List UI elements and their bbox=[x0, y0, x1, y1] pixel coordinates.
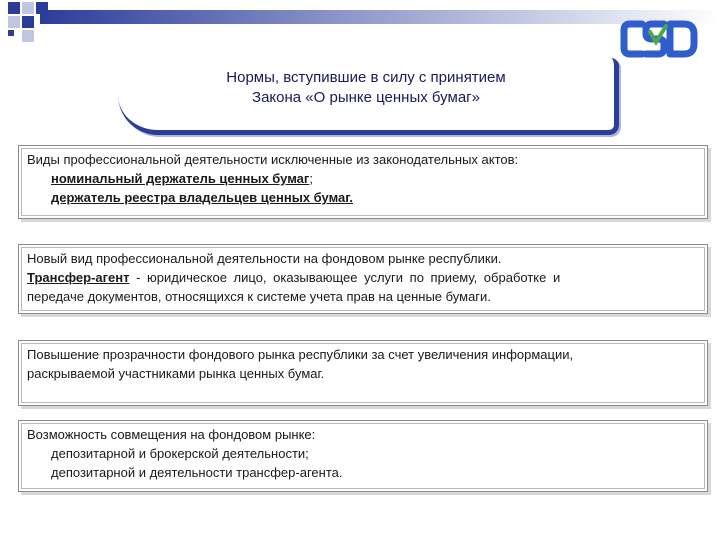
page-title bbox=[118, 68, 614, 108]
title-line-1: Нормы, вступившие в силу с принятием bbox=[226, 69, 506, 86]
panel-4-line-1: Возможность совмещения на фондовом рынке: bbox=[27, 427, 316, 442]
panel-new-activity bbox=[18, 244, 708, 314]
transfer-agent-term: Трансфер-агент bbox=[27, 270, 130, 285]
panel-1-line-2 bbox=[27, 169, 699, 188]
csd-logo bbox=[620, 18, 698, 60]
panel-excluded-activities bbox=[18, 145, 708, 219]
panel-2-line-2-rest: - юридическое лицо, оказывающее услуги по приему, обработке и bbox=[129, 270, 561, 285]
panel-2-line-3: передаче документов, относящихся к системе учета прав на ценные бумаги. bbox=[27, 289, 491, 304]
header-gradient-bar bbox=[40, 10, 720, 24]
panel-4-line-2: депозитарной и брокерской деятельности; bbox=[51, 446, 309, 461]
panel-1-line-1: Виды профессиональной деятельности исключенные из законодательных актов: bbox=[27, 152, 519, 167]
panel-2-line-2 bbox=[27, 268, 699, 287]
panel-2-line-1: Новый вид профессиональной деятельности на фондовом рынке республики. bbox=[27, 251, 502, 266]
title-box bbox=[118, 58, 619, 135]
panel-4-line-3: депозитарной и деятельности трансфер-агента. bbox=[51, 465, 343, 480]
title-line-2: Закона «О рынке ценных бумаг» bbox=[252, 89, 480, 106]
panel-transparency bbox=[18, 340, 708, 406]
panel-1-line-2-tail: ; bbox=[309, 171, 313, 186]
panel-1-line-3: держатель реестра владельцев ценных бумаг. bbox=[51, 190, 353, 205]
panel-3-line-2: раскрываемой участниками рынка ценных бумаг. bbox=[27, 366, 325, 381]
panel-3-line-1: Повышение прозрачности фондового рынка республики за счет увеличения информации, bbox=[27, 347, 574, 362]
nominee-holder-term: номинальный держатель ценных бумаг bbox=[51, 171, 310, 186]
panel-combination bbox=[18, 420, 708, 492]
